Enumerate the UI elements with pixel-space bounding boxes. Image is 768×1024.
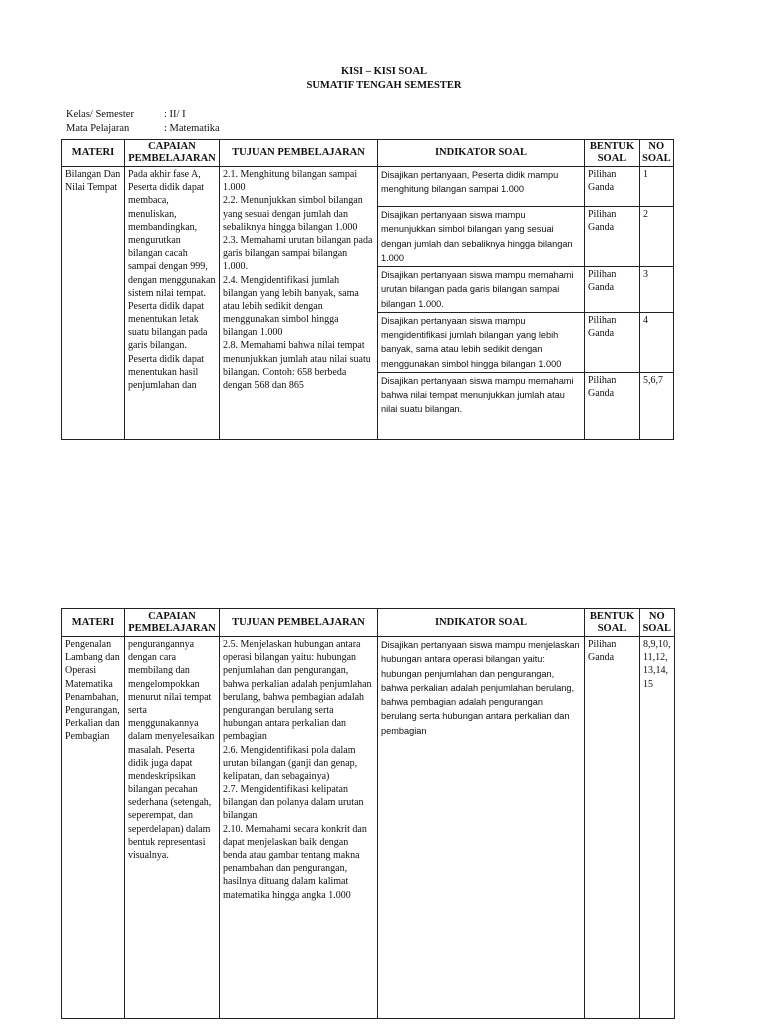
col-indikator: INDIKATOR SOAL: [378, 140, 585, 167]
bentuk-cell: Pilihan Ganda: [585, 637, 640, 1019]
no-cell: 1: [640, 167, 674, 207]
indikator-cell: Disajikan pertanyaan siswa mampu memahami urutan bilangan pada garis bilangan sampai bilangan 1.000.: [378, 267, 585, 313]
bentuk-cell: Pilihan Ganda: [585, 372, 640, 439]
indikator-cell: Disajikan pertanyaan siswa mampu memahami bahwa nilai tempat menunjukkan jumlah atau nilai suatu bilangan.: [378, 372, 585, 439]
col-no: NO SOAL: [640, 140, 674, 167]
col-capaian: CAPAIAN PEMBELAJARAN: [125, 140, 220, 167]
col-bentuk: BENTUK SOAL: [585, 140, 640, 167]
tujuan-cell: 2.5. Menjelaskan hubungan antara operasi bilangan yaitu: hubungan penjumlahan dan pengurangan, bahwa perkalian adalah penjumlahan berulang, bahwa pembagian adalah pengurangan berulang serta hubungan antara perkalian dan pembagian 2.6. Mengidentifikasi pola dalam urutan bilangan (ganji dan genap, kelipatan, dan sebagainya) 2.7. Mengidentifikasi kelipatan bilangan dan polanya dalam urutan bilangan 2.10. Memahami secara konkrit dan dapat menjelaskan baik dengan benda atau gambar tentang makna penambahan dan pengurangan, hasilnya dituang dalam kalimat matematika hingga angka 1.000: [220, 637, 378, 1019]
bentuk-cell: Pilihan Ganda: [585, 207, 640, 267]
no-cell: 2: [640, 207, 674, 267]
capaian-cell: pengurangannya dengan cara membilang dan mengelompokkan menurut nilai tempat serta menggunakannya dalam menyelesaikan masalah. Peserta didik juga dapat mendeskripsikan bilangan pecahan sederhana (setengah, seperempat, dan seperdelapan) dalam bentuk representasi visualnya.: [125, 637, 220, 1019]
col-materi: MATERI: [62, 140, 125, 167]
kisi-table-2: [61, 608, 675, 1019]
tujuan-cell: 2.1. Menghitung bilangan sampai 1.000 2.2. Menunjukkan simbol bilangan yang sesuai dengan jumlah dan sebaliknya hingga bilangan 1.000 2.3. Memahami urutan bilangan pada garis bilangan sampai bilangan 1.000. 2.4. Mengidentifikasi jumlah bilangan yang lebih banyak, sama atau lebih sedikit dengan menggunakan simbol hingga bilangan 1.000 2.8. Memahami bahwa nilai tempat menunjukkan jumlah atau nilai suatu bilangan. Contoh: 658 berbeda dengan 568 dan 865: [220, 167, 378, 440]
col-bentuk: BENTUK SOAL: [585, 609, 640, 637]
col-tujuan: TUJUAN PEMBELAJARAN: [220, 140, 378, 167]
col-tujuan: TUJUAN PEMBELAJARAN: [220, 609, 378, 637]
no-cell: 8,9,10, 11,12, 13,14, 15: [640, 637, 675, 1019]
col-capaian: CAPAIAN PEMBELAJARAN: [125, 609, 220, 637]
table-header-row: [62, 609, 675, 637]
no-cell: 4: [640, 312, 674, 372]
indikator-cell: Disajikan pertanyaan siswa mampu menjelaskan hubungan antara operasi bilangan yaitu: hubungan penjumlahan dan pengurangan, bahwa perkalian adalah penjumlahan berulang, bahwa pembagian adalah pengurangan berulang serta hubungan antara perkalian dan pembagian: [378, 637, 585, 1019]
kelas-value: : II/ I: [164, 109, 186, 120]
document-subtitle: SUMATIF TENGAH SEMESTER: [306, 80, 462, 91]
col-materi: MATERI: [62, 609, 125, 637]
table-header-row: [62, 140, 674, 167]
materi-cell: Bilangan Dan Nilai Tempat: [62, 167, 125, 440]
document-title: KISI – KISI SOAL: [340, 66, 428, 77]
no-cell: 5,6,7: [640, 372, 674, 439]
col-no: NO SOAL: [640, 609, 675, 637]
indikator-cell: Disajikan pertanyaan, Peserta didik mampu menghitung bilangan sampai 1.000: [378, 167, 585, 207]
bentuk-cell: Pilihan Ganda: [585, 267, 640, 313]
mapel-label: Mata Pelajaran: [66, 123, 130, 134]
bentuk-cell: Pilihan Ganda: [585, 167, 640, 207]
mapel-value: : Matematika: [164, 123, 220, 134]
kelas-label: Kelas/ Semester: [66, 109, 134, 120]
kisi-table-1: [61, 139, 674, 440]
bentuk-cell: Pilihan Ganda: [585, 312, 640, 372]
indikator-cell: Disajikan pertanyaan siswa mampu menunjukkan simbol bilangan yang sesuai dengan jumlah dan sebaliknya hingga bilangan 1.000: [378, 207, 585, 267]
col-indikator: INDIKATOR SOAL: [378, 609, 585, 637]
indikator-cell: Disajikan pertanyaan siswa mampu mengidentifikasi jumlah bilangan yang lebih banyak, sama atau lebih sedikit dengan menggunakan simbol hingga bilangan 1.000: [378, 312, 585, 372]
no-cell: 3: [640, 267, 674, 313]
table-row: [62, 637, 675, 1019]
materi-cell: Pengenalan Lambang dan Operasi Matematika Penambahan, Pengurangan, Perkalian dan Pembagian: [62, 637, 125, 1019]
table-row: [62, 167, 674, 207]
capaian-cell: Pada akhir fase A, Peserta didik dapat membaca, menuliskan, membandingkan, mengurutkan bilangan cacah sampai dengan 999, dengan menggunakan sistem nilai tempat. Peserta didik dapat menentukan letak suatu bilangan pada garis bilangan. Peserta didik dapat menentukan hasil penjumlahan dan: [125, 167, 220, 440]
